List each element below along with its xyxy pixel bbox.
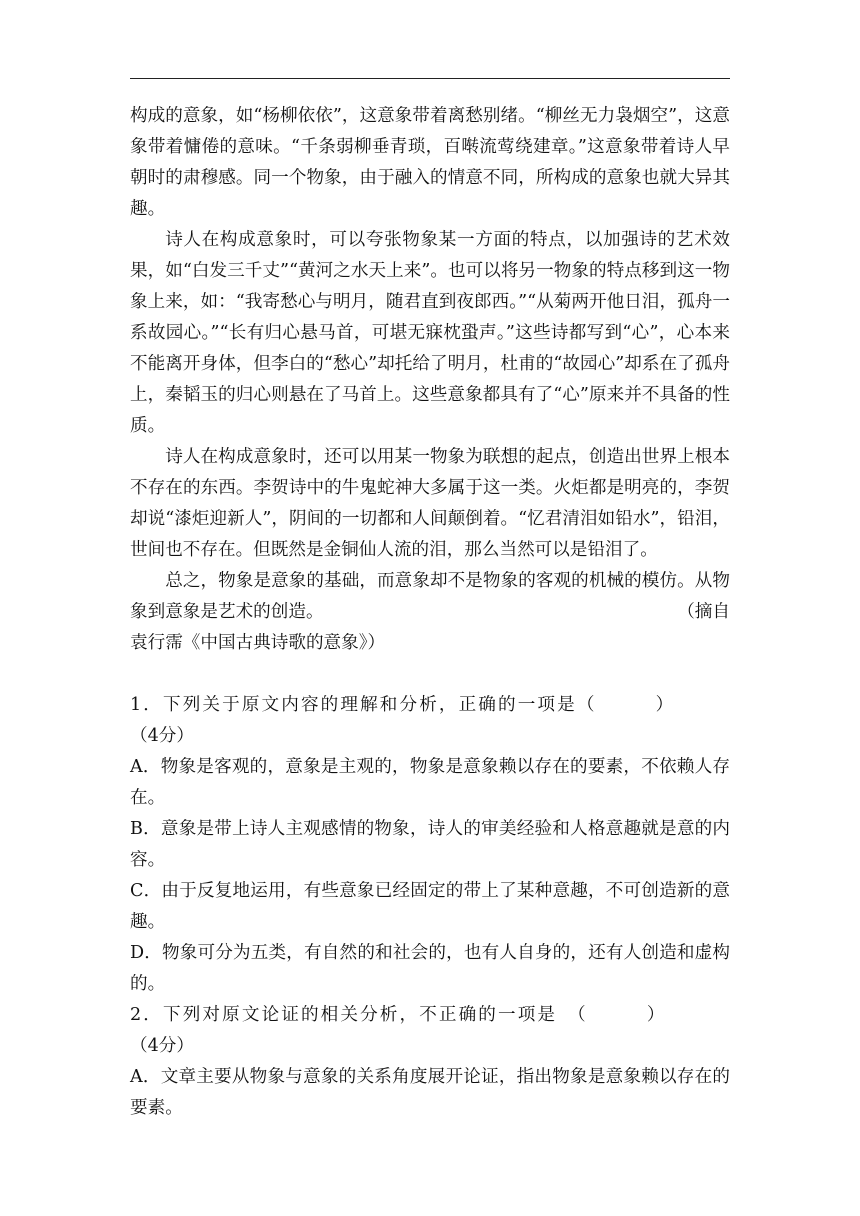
passage-paragraph-2: 诗人在构成意象时，可以夸张物象某一方面的特点，以加强诗的艺术效果，如“白发三千丈”“黄河之水天上来”。也可以将另一物象的特点移到这一物象上来，如：“我寄愁心与明月，随君直到夜郎西。”“从菊两开他日泪，孤舟一系故园心。”“长有归心悬马首，可堪无寐枕蛩声。”这些诗都写到“心”，心本来不能离开身体，但李白的“愁心”却托给了明月，杜甫的“故园心”却系在了孤舟上，秦韬玉的归心则悬在了马首上。这些意象都具有了“心”原来并不具备的性质。 [130,230,730,436]
header-rule [130,78,730,79]
section-spacer [130,659,730,690]
question-1-option-d[interactable]: D．物象可分为五类，有自然的和社会的，也有人自身的，还有人创造和虚构的。 [130,943,730,994]
question-1-stem: 1．下列关于原文内容的理解和分析，正确的一项是（ ） [130,695,676,715]
question-2-stem: 2．下列对原文论证的相关分析，不正确的一项是 （ ） [130,1005,667,1025]
source-citation: 袁行霈《中国古典诗歌的意象》） [130,633,386,653]
question-1 [130,690,730,1000]
question-1-score: （4分） [130,726,194,746]
passage-paragraph-4-text: 总之，物象是意象的基础，而意象却不是物象的客观的机械的模仿。从物象到意象是艺术的创造。 [130,571,730,622]
document-body [130,101,730,1124]
source-citation-prefix: （摘自 [677,602,730,622]
question-2-score: （4分） [130,1036,194,1056]
passage-paragraph-1-continued: 构成的意象，如“杨柳依依”，这意象带着离愁别绪。“柳丝无力袅烟空”，这意象带着慵倦的意味。“千条弱柳垂青琐，百啭流莺绕建章。”这意象带着诗人早朝时的肃穆感。同一个物象，由于融入的情意不同，所构成的意象也就大异其趣。 [130,106,730,219]
question-2-option-a[interactable]: A．文章主要从物象与意象的关系角度展开论证，指出物象是意象赖以存在的要素。 [130,1067,730,1118]
question-1-option-a[interactable]: A．物象是客观的，意象是主观的，物象是意象赖以存在的要素，不依赖人存在。 [130,757,730,808]
question-1-option-c[interactable]: C．由于反复地运用，有些意象已经固定的带上了某种意趣，不可创造新的意趣。 [130,881,730,932]
passage-paragraph-4 [130,566,730,628]
question-2 [130,1000,730,1124]
question-1-option-b[interactable]: B．意象是带上诗人主观感情的物象，诗人的审美经验和人格意趣就是意的内容。 [130,819,730,870]
passage-paragraph-3: 诗人在构成意象时，还可以用某一物象为联想的起点，创造出世界上根本不存在的东西。李贺诗中的牛鬼蛇神大多属于这一类。火炬都是明亮的，李贺却说“漆炬迎新人”，阴间的一切都和人间颠倒着。“忆君清泪如铅水”，铅泪，世间也不存在。但既然是金铜仙人流的泪，那么当然可以是铅泪了。 [130,447,730,560]
